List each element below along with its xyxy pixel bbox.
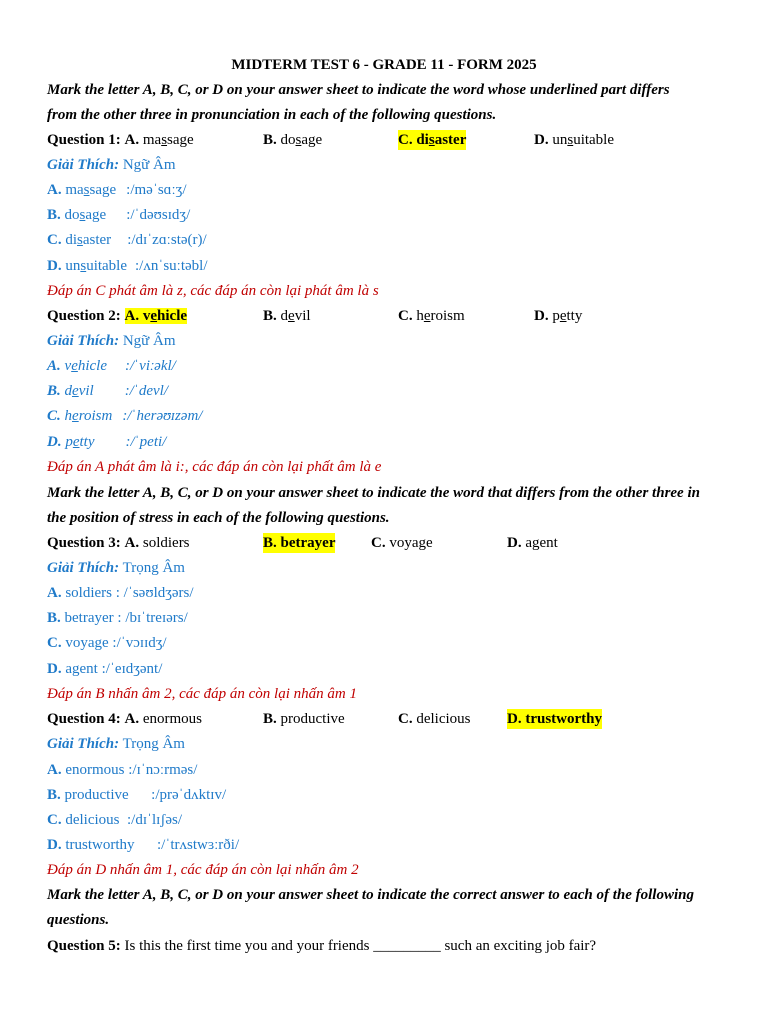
instruction-3-line-1: Mark the letter A, B, C, or D on your answer sheet to indicate the correct answer to each of the following: [47, 887, 694, 903]
q4-explanation-a: A. enormous :/ɪˈnɔːrməs/: [47, 762, 198, 778]
q4-explanation-header: Giải Thích: Trọng Âm: [47, 736, 185, 752]
q3-option-d[interactable]: D. agent: [507, 535, 558, 551]
question-4-label: Question 4:: [47, 711, 121, 727]
q3-explanation-header: Giải Thích: Trọng Âm: [47, 560, 185, 576]
q4-option-d-correct[interactable]: D. trustworthy: [507, 711, 602, 727]
q4-option-b[interactable]: B. productive: [263, 711, 345, 727]
instruction-2-line-2: the position of stress in each of the following questions.: [47, 510, 390, 526]
question-5-label: Question 5:: [47, 938, 121, 954]
q2-option-b[interactable]: B. devil: [263, 308, 311, 324]
question-3: [47, 533, 727, 553]
q2-option-a-correct[interactable]: A. vehicle: [124, 308, 188, 324]
page-title: MIDTERM TEST 6 - GRADE 11 - FORM 2025: [231, 57, 537, 73]
q2-answer-note: Đáp án A phát âm là i:, các đáp án còn lại phất âm là e: [47, 459, 382, 475]
q3-explanation-c: C. voyage :/ˈvɔɪɪdʒ/: [47, 635, 167, 651]
q2-explanation-header: Giải Thích: Ngữ Âm: [47, 333, 176, 349]
instruction-1-line-1: Mark the letter A, B, C, or D on your answer sheet to indicate the word whose underlined part differs: [47, 82, 670, 98]
q3-explanation-a: A. soldiers : /ˈsəʊldʒərs/: [47, 585, 194, 601]
q1-explanation-c: C. disaster :/dɪˈzɑːstə(r)/: [47, 232, 207, 248]
q1-explanation-header: Giải Thích: Ngữ Âm: [47, 157, 176, 173]
q4-answer-note: Đáp án D nhấn âm 1, các đáp án còn lại nhấn âm 2: [47, 862, 359, 878]
question-3-label: Question 3:: [47, 535, 121, 551]
q1-answer-note: Đáp án C phát âm là z, các đáp án còn lại phát âm là s: [47, 283, 379, 299]
q2-explanation-b: B. devil :/ˈdevl/: [47, 383, 168, 399]
q3-explanation-b: B. betrayer : /bɪˈtreɪərs/: [47, 610, 188, 626]
q4-explanation-b: B. productive :/prəˈdʌktɪv/: [47, 787, 227, 803]
q2-option-c[interactable]: C. heroism: [398, 308, 465, 324]
q4-option-c[interactable]: C. delicious: [398, 711, 471, 727]
question-1-label: Question 1:: [47, 132, 121, 148]
q2-explanation-a: A. vehicle :/ˈviːəkl/: [47, 358, 176, 374]
q2-option-d[interactable]: D. petty: [534, 308, 583, 324]
q1-explanation-a: A. massage :/məˈsɑːʒ/: [47, 182, 187, 198]
instruction-3-line-2: questions.: [47, 912, 110, 928]
q2-explanation-c: C. heroism :/ˈherəʊɪzəm/: [47, 408, 203, 424]
q4-explanation-c: C. delicious :/dɪˈlɪʃəs/: [47, 812, 182, 828]
q1-explanation-b: B. dosage :/ˈdəʊsɪdʒ/: [47, 207, 191, 223]
q3-option-c[interactable]: C. voyage: [371, 535, 433, 551]
q1-explanation-d: D. unsuitable :/ʌnˈsuːtəbl/: [47, 258, 208, 274]
q1-option-b[interactable]: B. dosage: [263, 132, 323, 148]
question-5-text: Is this the first time you and your friends _________ such an exciting job fair?: [124, 938, 597, 954]
q3-explanation-d: D. agent :/ˈeɪdʒənt/: [47, 661, 163, 677]
q1-option-c-correct[interactable]: C. disaster: [398, 132, 467, 148]
q3-answer-note: Đáp án B nhấn âm 2, các đáp án còn lại nhấn âm 1: [47, 686, 357, 702]
q3-option-a[interactable]: A. soldiers: [124, 535, 190, 551]
question-4: [47, 709, 727, 729]
q4-explanation-d: D. trustworthy :/ˈtrʌstwɜːrði/: [47, 837, 240, 853]
question-2: [47, 306, 727, 326]
q1-option-d[interactable]: D. unsuitable: [534, 132, 615, 148]
question-5: [47, 936, 596, 956]
q4-option-a[interactable]: A. enormous: [124, 711, 203, 727]
instruction-2-line-1: Mark the letter A, B, C, or D on your answer sheet to indicate the word that differs from the other three in: [47, 485, 700, 501]
question-1: [47, 130, 727, 150]
question-2-label: Question 2:: [47, 308, 121, 324]
instruction-1-line-2: from the other three in pronunciation in each of the following questions.: [47, 107, 497, 123]
q1-option-a[interactable]: A. massage: [124, 132, 194, 148]
q2-explanation-d: D. petty :/ˈpeti/: [47, 434, 167, 450]
q3-option-b-correct[interactable]: B. betrayer: [263, 535, 336, 551]
